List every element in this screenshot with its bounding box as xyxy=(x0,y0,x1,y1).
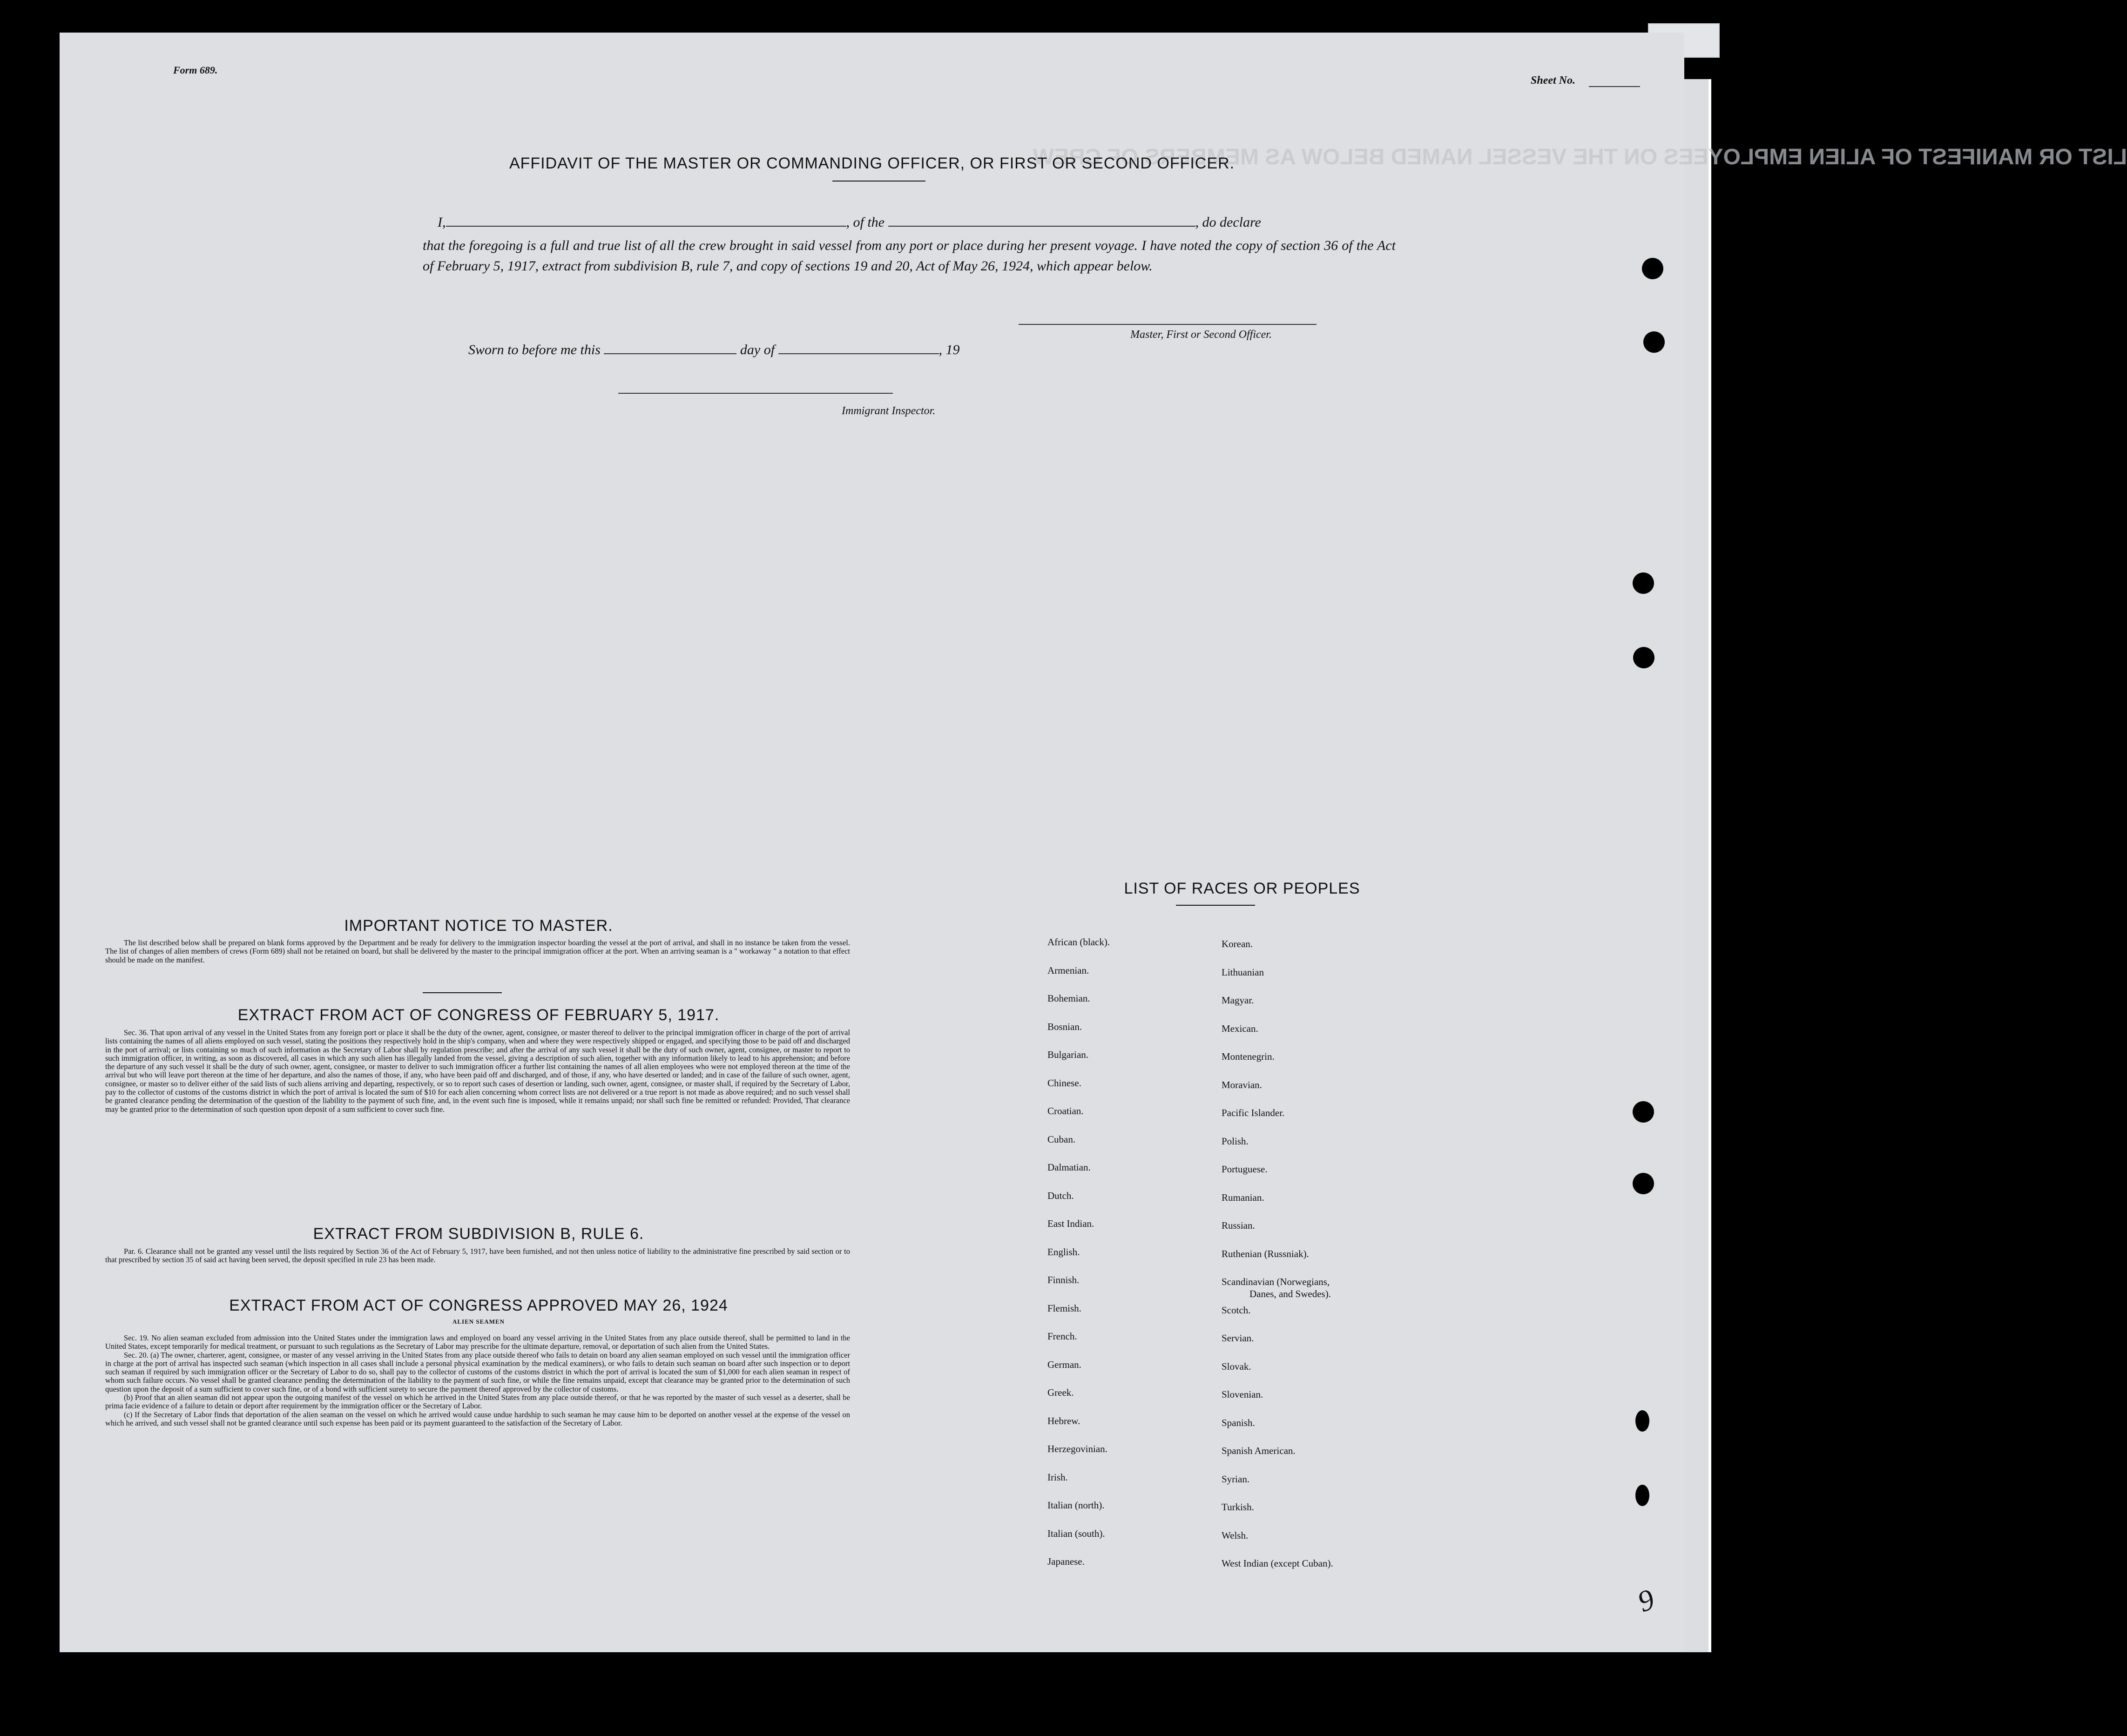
race-item: Magyar. xyxy=(1222,995,1254,1006)
race-item: Lithuanian xyxy=(1222,966,1264,978)
extract-rule6-paragraph: Par. 6. Clearance shall not be granted any vessel until the lists required by Section 36 of the Act of February 5, 1917, have been furnished, and not then unless notice of liability to the administrative fine prescribed by said section or to that prescribed by section 35 of said act having been served, the deposit specified in rule 23 has been made. xyxy=(105,1247,850,1265)
race-item: Dutch. xyxy=(1047,1190,1074,1201)
affidavit-declaration-line xyxy=(438,212,1397,233)
sheet-number-label: Sheet No. xyxy=(1531,74,1575,87)
race-item: Spanish American. xyxy=(1222,1445,1296,1456)
extract-1924-title: EXTRACT FROM ACT OF CONGRESS APPROVED MAY 26, 1924 xyxy=(229,1297,728,1314)
master-signature-label: Master, First or Second Officer. xyxy=(1130,329,1272,341)
race-item: Turkish. xyxy=(1222,1501,1254,1513)
extract-1924-subtitle: ALIEN SEAMEN xyxy=(452,1318,505,1325)
race-item: Italian (north). xyxy=(1047,1500,1105,1511)
race-item: Slovenian. xyxy=(1222,1389,1263,1400)
race-item: Greek. xyxy=(1047,1387,1074,1398)
race-item: Hebrew. xyxy=(1047,1415,1080,1426)
affidavit-of-the-label: , of the xyxy=(846,215,885,230)
handwritten-mark: 9 xyxy=(1633,1582,1659,1619)
notice-paragraph: The list described below shall be prepared on blank forms approved by the Department and be ready for delivery to the immigration inspector boarding the vessel at the port of arrival, and shall in no instance be taken from the vessel. The list of changes of alien members of crews (Form 689) shall not be retained on board, but shall be delivered by the master to the principal immigration officer at the port. When an arriving seaman is a " workaway " a notation to that effect should be made on the manifest. xyxy=(105,938,850,964)
sheet-number-blank xyxy=(1589,86,1640,87)
races-title-rule xyxy=(1176,905,1255,906)
extract-1917-title: EXTRACT FROM ACT OF CONGRESS OF FEBRUARY 5, 1917. xyxy=(237,1006,720,1024)
race-item: Korean. xyxy=(1222,938,1253,949)
punch-hole-2 xyxy=(1643,331,1665,353)
race-item: East Indian. xyxy=(1047,1218,1094,1229)
sworn-month-field[interactable] xyxy=(778,353,939,354)
sec19-paragraph: Sec. 19. No alien seaman excluded from admission into the United States under the immigration laws and employed on board any vessel arriving in the United States from any place outside thereof, shall be permitted to land in the United States, except temporarily for medical treatment, or pursuant to such regulations as the Secretary of Labor may prescribe for the ultimate departure, removal, or deportation of such alien from the United States. xyxy=(105,1333,850,1351)
race-item: Portuguese. xyxy=(1222,1164,1268,1175)
race-item: Scandinavian (Norwegians, xyxy=(1222,1276,1330,1287)
race-item: English. xyxy=(1047,1246,1080,1258)
notice-title: IMPORTANT NOTICE TO MASTER. xyxy=(344,917,613,935)
vessel-name-field[interactable] xyxy=(888,226,1195,227)
punch-hole-3 xyxy=(1633,572,1654,594)
race-item: Moravian. xyxy=(1222,1079,1262,1090)
race-item: German. xyxy=(1047,1359,1081,1370)
affidavit-i-label: I, xyxy=(438,215,446,230)
race-item: Mexican. xyxy=(1222,1023,1258,1034)
races-right-column xyxy=(1222,938,1454,1608)
race-item: Italian (south). xyxy=(1047,1527,1105,1539)
race-item: Bulgarian. xyxy=(1047,1049,1089,1060)
sworn-day-of: day of xyxy=(740,342,775,357)
affidavit-body: that the foregoing is a full and true list of all the crew brought in said vessel from any port or place during her present voyage. I have noted the copy of section 36 of the Act of February 5, 1917, extract from subdivision B, rule 7, and copy of sections 19 and 20, Act of May 26, 1924, which appear below. xyxy=(423,238,1396,274)
affidavit-title-rule xyxy=(832,181,925,182)
sworn-line xyxy=(468,340,960,360)
race-item: French. xyxy=(1047,1331,1077,1342)
extract-1917-paragraph: Sec. 36. That upon arrival of any vessel in the United States from any foreign port or place it shall be the duty of the owner, agent, consignee, or master thereof to deliver to the principal immigration officer in charge of the port of arrival lists containing the names of all aliens employed on such vessel, stating the positions they respectively hold in the ship's company, when and where they were respectively shipped or engaged, and specifying those to be paid off and discharged in the port of arrival; or lists containing so much of such information as the Secretary of Labor shall by regulation prescribe; and after the arrival of any such vessel it shall be the duty of such owner, agent, consignee, or master to report to such immigration officer, in writing, as soon as discovered, all cases in which any such alien has illegally landed from the vessel, giving a description of such alien, together with any information likely to lead to his apprehension; and before the departure of any such vessel it shall be the duty of such owner, agent, consignee, or master to deliver to such immigration officer a further list containing the names of all alien employees who were not employed thereon at the time of the arrival but who will leave port thereon at the time of her departure, and also the names of those, if any, who have been paid off and discharged, and of those, if any, who have deserted or landed; and in case of the failure of such owner, agent, consignee, or master so to deliver either of the said lists of such aliens arriving and departing, respectively, or so to report such cases of desertion or landing, such owner, agent, consignee, or master shall, if required by the Secretary of Labor, pay to the collector of customs of the customs district in which the port of arrival is located the sum of $10 for each alien concerning whom correct lists are not delivered or a true report is not made as above required; and no such vessel shall be granted clearance pending the determination of the question of the liability to the payment of such fine, and, in the event such fine is imposed, while it remains unpaid; nor shall such fine be remitted or refunded: Provided, That clearance may be granted prior to the determination of such question upon deposit of a sum sufficient to cover such fine. xyxy=(105,1028,850,1114)
affidavit-declare-label: , do declare xyxy=(1195,215,1261,230)
punch-hole-7 xyxy=(1635,1410,1649,1432)
extract-1917-body xyxy=(105,1029,850,1114)
race-item: Irish. xyxy=(1047,1471,1068,1483)
race-item: Welsh. xyxy=(1222,1529,1249,1541)
extract-1924-body xyxy=(105,1334,850,1427)
race-item: Finnish. xyxy=(1047,1274,1080,1285)
race-item: Slovak. xyxy=(1222,1360,1251,1372)
race-item: Bosnian. xyxy=(1047,1021,1082,1032)
race-item: Scotch. xyxy=(1222,1304,1251,1316)
master-signature-field[interactable] xyxy=(1019,324,1317,325)
sec20c-paragraph: (c) If the Secretary of Labor finds that deportation of the alien seaman on the vessel on which he arrived would cause undue hardship to such seaman he may cause him to be deported on another vessel at the expense of the vessel on which he arrived, and such vessel shall not be granted clearance until such expense has been paid or its payment guaranteed to the satisfaction of the Secretary of Labor. xyxy=(105,1410,850,1427)
race-item: Servian. xyxy=(1222,1332,1254,1344)
race-item: Herzegovinian. xyxy=(1047,1443,1107,1454)
extract-rule6-title: EXTRACT FROM SUBDIVISION B, RULE 6. xyxy=(313,1225,644,1243)
race-item: West Indian (except Cuban). xyxy=(1222,1558,1333,1569)
race-item: Ruthenian (Russniak). xyxy=(1222,1248,1309,1259)
race-item: Cuban. xyxy=(1047,1133,1076,1145)
inspector-label: Immigrant Inspector. xyxy=(842,405,936,417)
race-item: Montenegrin. xyxy=(1222,1051,1275,1062)
race-item: Russian. xyxy=(1222,1220,1255,1231)
officer-name-field[interactable] xyxy=(446,226,846,227)
notice-rule xyxy=(423,992,502,993)
race-item: Armenian. xyxy=(1047,964,1089,976)
sworn-year: , 19 xyxy=(939,342,960,357)
race-item: Croatian. xyxy=(1047,1105,1084,1117)
notice-body xyxy=(105,939,850,964)
sec20b-paragraph: (b) Proof that an alien seaman did not appear upon the outgoing manifest of the vessel on which he arrived in the United States from any place outside thereof, or that he was reported by the master of such vessel as a deserter, shall be prima facie evidence of a failure to detain or deport after requirement by the immigration officer or the Secretary of Labor. xyxy=(105,1393,850,1411)
document-page xyxy=(60,33,2127,1652)
sworn-day-field[interactable] xyxy=(604,353,736,354)
punch-hole-6 xyxy=(1633,1173,1654,1194)
race-item: Pacific Islander. xyxy=(1222,1107,1285,1118)
race-item: Japanese. xyxy=(1047,1556,1085,1567)
punch-hole-8 xyxy=(1635,1485,1649,1506)
extract-rule6-body xyxy=(105,1247,850,1265)
race-item: Rumanian. xyxy=(1222,1191,1264,1203)
races-title: LIST OF RACES OR PEOPLES xyxy=(1124,880,1360,897)
race-item: Spanish. xyxy=(1222,1417,1255,1428)
race-item: Danes, and Swedes). xyxy=(1249,1288,1331,1299)
sec20a-paragraph: Sec. 20. (a) The owner, charterer, agent, consignee, or master of any vessel arriving in the United States from any place outside thereof who fails to detain on board any alien seaman employed on such vessel until the immigration officer in charge at the port of arrival has inspected such seaman (which inspection in all cases shall include a personal physical examination by the medical examiners), or who fails to detain such seaman on board after such inspection or to deport such seaman if required by such immigration officer or the Secretary of Labor to do so, shall pay to the collector of customs of the customs district in which the port of arrival is located the sum of $1,000 for each alien seaman in respect of whom such failure occurs. No vessel shall be granted clearance pending the determination of the liability to the payment of such fine, or while the fine remains unpaid, except that clearance may be granted prior to the determination of such question upon the deposit of a sum sufficient to cover such fine, or of a bond with sufficient surety to secure the payment thereof approved by the collector of customs. xyxy=(105,1350,850,1393)
bleed-through-heading: LIST OR MANIFEST OF ALIEN EMPLOYEES ON THE VESSEL NAMED BELOW AS MEMBERS OF CREW. xyxy=(1028,145,2127,169)
race-item: Dalmatian. xyxy=(1047,1162,1091,1173)
punch-hole-5 xyxy=(1633,1101,1654,1123)
races-left-column xyxy=(1047,936,1234,1607)
punch-hole-4 xyxy=(1633,647,1654,668)
race-item: Polish. xyxy=(1222,1135,1249,1147)
affidavit-title: AFFIDAVIT OF THE MASTER OR COMMANDING OFFICER, OR FIRST OR SECOND OFFICER. xyxy=(509,155,1235,172)
form-number: Form 689. xyxy=(173,64,218,76)
race-item: Bohemian. xyxy=(1047,993,1090,1004)
race-item: Flemish. xyxy=(1047,1302,1081,1314)
race-item: Chinese. xyxy=(1047,1077,1081,1089)
punch-hole-1 xyxy=(1642,258,1663,279)
race-item: Syrian. xyxy=(1222,1473,1250,1485)
race-item: African (black). xyxy=(1047,936,1110,948)
inspector-signature-field[interactable] xyxy=(618,393,893,394)
sworn-prefix: Sworn to before me this xyxy=(468,342,601,357)
